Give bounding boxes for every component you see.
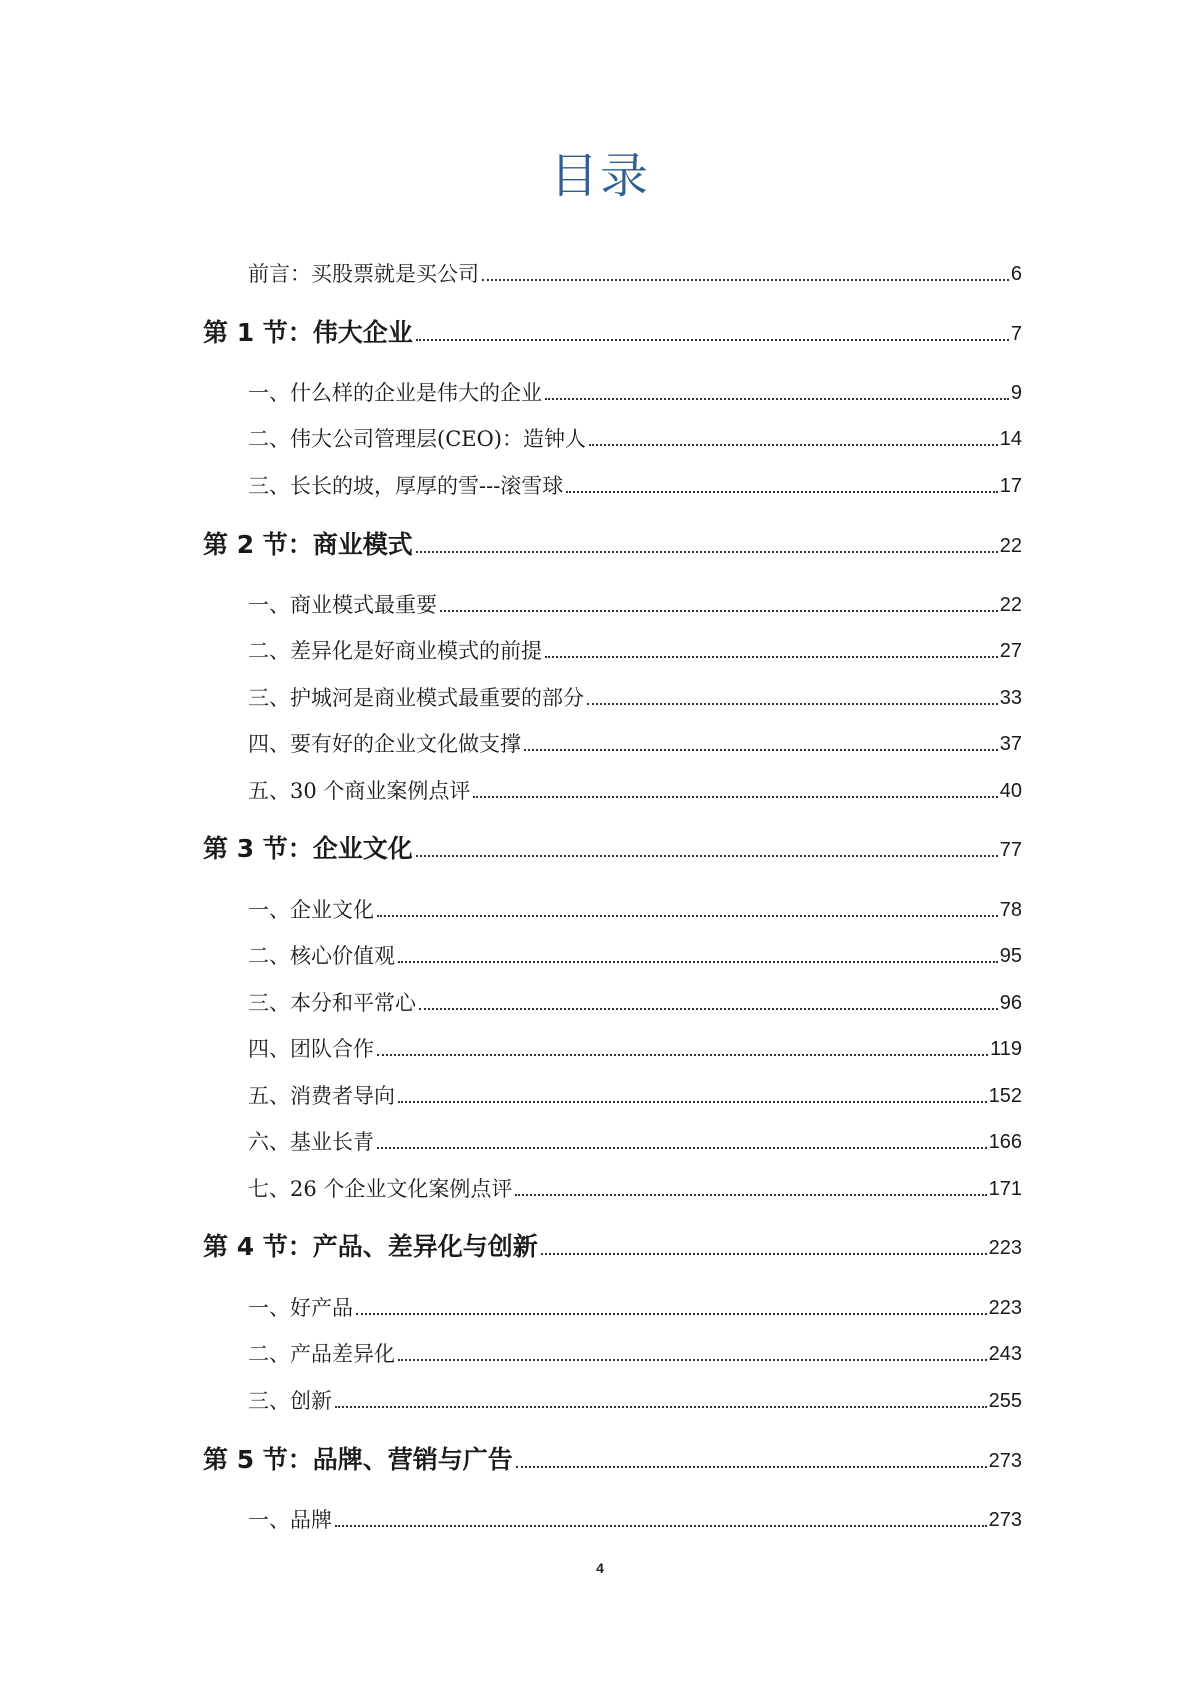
dot-leader <box>419 1007 998 1010</box>
toc-entry-page: 273 <box>988 1450 1022 1472</box>
toc-entry-label: 三、本分和平常心 <box>248 991 416 1015</box>
toc-entry-label: 一、商业模式最重要 <box>248 593 437 617</box>
page-number: 4 <box>596 1560 604 1576</box>
dot-leader <box>524 748 998 751</box>
toc-entry-label: 五、30 个商业案例点评 <box>248 779 471 803</box>
toc-entry[interactable] <box>248 1033 1022 1063</box>
dot-leader <box>516 1465 987 1468</box>
dot-leader <box>416 550 998 553</box>
toc-entry-label: 三、护城河是商业模式最重要的部分 <box>248 686 584 710</box>
dot-leader <box>566 490 997 493</box>
dot-leader <box>377 1053 988 1056</box>
toc-entry-label: 二、核心价值观 <box>248 944 395 968</box>
toc-chapter-entry[interactable] <box>203 530 1022 560</box>
dot-leader <box>541 1252 987 1255</box>
toc-entry[interactable] <box>248 377 1022 407</box>
toc-entry[interactable] <box>248 1173 1022 1203</box>
toc-entry-page: 119 <box>990 1038 1022 1060</box>
dot-leader <box>356 1312 987 1315</box>
toc-entry[interactable] <box>248 1338 1022 1368</box>
toc-entry[interactable] <box>248 1504 1022 1534</box>
toc-entry-label: 第 4 节：产品、差异化与创新 <box>203 1232 538 1261</box>
toc-entry-page: 9 <box>1010 382 1022 404</box>
toc-entry-label: 前言：买股票就是买公司 <box>248 262 479 286</box>
toc-entry-page: 78 <box>999 899 1022 921</box>
toc-entry[interactable] <box>248 940 1022 970</box>
toc-entry-page: 152 <box>988 1085 1022 1107</box>
dot-leader <box>473 795 997 798</box>
toc-entry-page: 14 <box>999 428 1022 450</box>
toc-entry-page: 166 <box>988 1131 1022 1153</box>
toc-entry[interactable] <box>248 1080 1022 1110</box>
toc-entry-page: 22 <box>999 535 1022 557</box>
toc-chapter-entry[interactable] <box>203 318 1022 348</box>
toc-entry-label: 第 3 节：企业文化 <box>203 834 413 863</box>
toc-entry-label: 三、创新 <box>248 1389 332 1413</box>
toc-entry-label: 四、团队合作 <box>248 1037 374 1061</box>
toc-entry[interactable] <box>248 682 1022 712</box>
toc-entry-page: 40 <box>999 780 1022 802</box>
toc-entry[interactable] <box>248 423 1022 453</box>
toc-entry-label: 三、长长的坡，厚厚的雪---滚雪球 <box>248 474 564 498</box>
dot-leader <box>589 443 998 446</box>
toc-entry-page: 255 <box>988 1390 1022 1412</box>
toc-entry-label: 七、26 个企业文化案例点评 <box>248 1177 513 1201</box>
toc-entry-page: 243 <box>988 1343 1022 1365</box>
page-title: 目录 <box>549 148 650 204</box>
toc-entry-page: 273 <box>988 1509 1022 1531</box>
toc-entry[interactable] <box>248 589 1022 619</box>
toc-entry-label: 一、品牌 <box>248 1508 332 1532</box>
toc-chapter-entry[interactable] <box>203 1445 1022 1475</box>
toc-entry-label: 一、企业文化 <box>248 898 374 922</box>
toc-entry[interactable] <box>248 1385 1022 1415</box>
dot-leader <box>335 1405 987 1408</box>
toc-chapter-entry[interactable] <box>203 834 1022 864</box>
toc-entry-page: 6 <box>1010 263 1022 285</box>
toc-entry-label: 第 5 节：品牌、营销与广告 <box>203 1445 513 1474</box>
toc-entry-page: 37 <box>999 733 1022 755</box>
toc-entry-page: 33 <box>999 687 1022 709</box>
toc-entry-page: 96 <box>999 992 1022 1014</box>
toc-entry-page: 223 <box>988 1237 1022 1259</box>
toc-entry-label: 第 1 节：伟大企业 <box>203 318 413 347</box>
toc-entry[interactable] <box>248 1126 1022 1156</box>
dot-leader <box>416 854 998 857</box>
toc-entry-page: 22 <box>999 594 1022 616</box>
toc-entry[interactable] <box>248 258 1022 288</box>
dot-leader <box>587 702 998 705</box>
toc-entry[interactable] <box>248 987 1022 1017</box>
dot-leader <box>377 1146 987 1149</box>
toc-chapter-entry[interactable] <box>203 1232 1022 1262</box>
toc-entry[interactable] <box>248 775 1022 805</box>
dot-leader <box>377 914 998 917</box>
toc-entry[interactable] <box>248 1292 1022 1322</box>
toc-entry[interactable] <box>248 728 1022 758</box>
toc-entry-label: 六、基业长青 <box>248 1130 374 1154</box>
dot-leader <box>515 1193 986 1196</box>
toc-entry[interactable] <box>248 894 1022 924</box>
dot-leader <box>398 1100 987 1103</box>
toc-entry-page: 95 <box>999 945 1022 967</box>
dot-leader <box>398 1358 987 1361</box>
toc-entry-label: 二、差异化是好商业模式的前提 <box>248 639 542 663</box>
toc-entry-label: 四、要有好的企业文化做支撑 <box>248 732 521 756</box>
toc-entry[interactable] <box>248 470 1022 500</box>
toc-entry-page: 223 <box>988 1297 1022 1319</box>
toc-entry-label: 二、伟大公司管理层(CEO)：造钟人 <box>248 427 586 451</box>
dot-leader <box>398 960 998 963</box>
toc-entry-label: 一、好产品 <box>248 1296 353 1320</box>
toc-entry-page: 27 <box>999 640 1022 662</box>
toc-entry-page: 17 <box>999 475 1022 497</box>
toc-entry[interactable] <box>248 635 1022 665</box>
dot-leader <box>482 278 1009 281</box>
toc-entry-label: 一、什么样的企业是伟大的企业 <box>248 381 542 405</box>
dot-leader <box>416 338 1009 341</box>
dot-leader <box>545 655 998 658</box>
toc-entry-label: 二、产品差异化 <box>248 1342 395 1366</box>
toc-entry-page: 171 <box>988 1178 1022 1200</box>
toc-entry-page: 77 <box>999 839 1022 861</box>
dot-leader <box>335 1524 987 1527</box>
toc-entry-page: 7 <box>1010 323 1022 345</box>
toc-entry-label: 五、消费者导向 <box>248 1084 395 1108</box>
dot-leader <box>440 609 998 612</box>
dot-leader <box>545 397 1009 400</box>
toc-entry-label: 第 2 节：商业模式 <box>203 530 413 559</box>
